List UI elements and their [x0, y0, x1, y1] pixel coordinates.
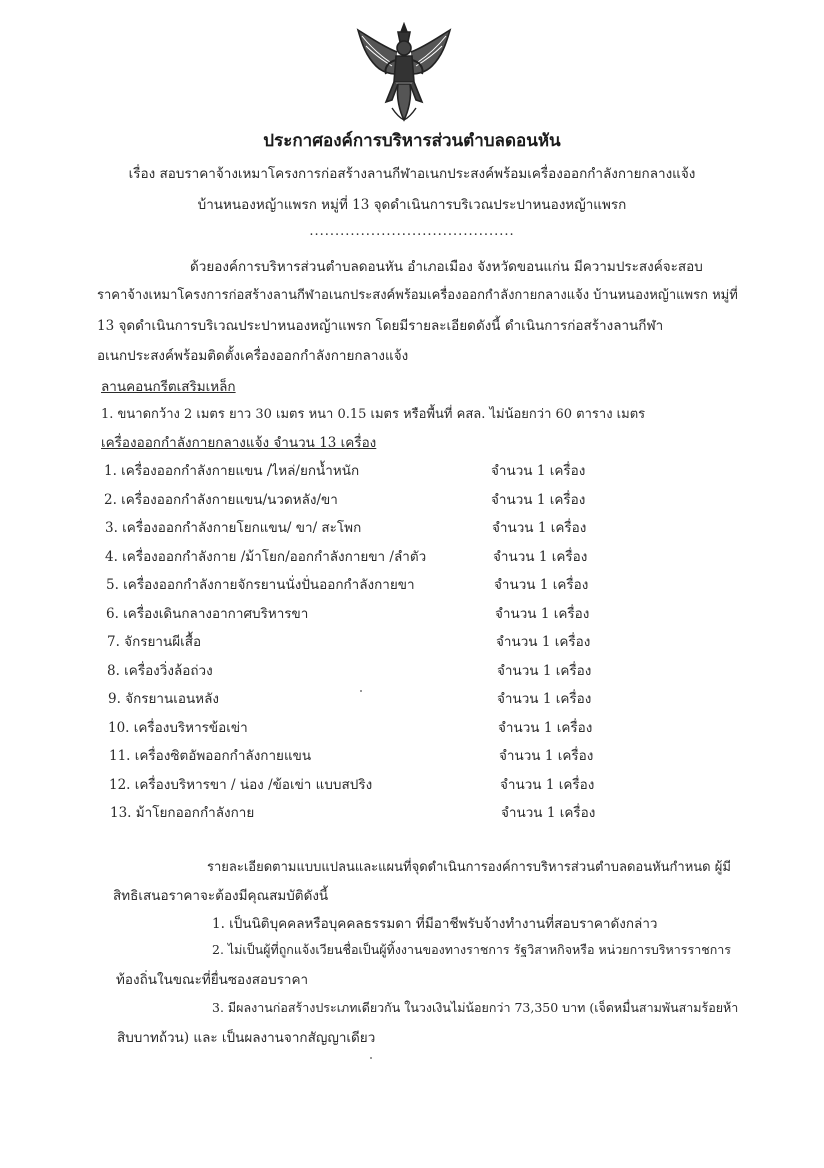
- qualification-item-3-line-2: สิบบาทถ้วน) และ เป็นผลงานจากสัญญาเดียว: [117, 1030, 376, 1046]
- list-item-qty: จำนวน 1 เครื่อง: [497, 691, 592, 707]
- list-item-name: 7. จักรยานผีเสื้อ: [107, 634, 202, 650]
- intro-line-3: 13 จุดดำเนินการบริเวณประปาหนองหญ้าแพรก โดยมีรายละเอียดดังนี้ ดำเนินการก่อสร้างลานกีฬา: [97, 318, 664, 334]
- list-item-name: 11. เครื่องซิตอัพออกกำลังกายแขน: [109, 748, 312, 764]
- scan-speck: [370, 1057, 372, 1059]
- list-item-qty: จำนวน 1 เครื่อง: [492, 520, 587, 536]
- qualifications-intro-line-1: รายละเอียดตามแบบแปลนและแผนที่จุดดำเนินการองค์การบริหารส่วนตำบลดอนหันกำหนด ผู้มี: [207, 860, 731, 875]
- list-item-qty: จำนวน 1 เครื่อง: [498, 720, 593, 736]
- list-item-name: 9. จักรยานเอนหลัง: [108, 691, 219, 707]
- list-item-qty: จำนวน 1 เครื่อง: [493, 549, 588, 565]
- list-item-name: 6. เครื่องเดินกลางอากาศบริหารขา: [106, 606, 309, 622]
- list-item-qty: จำนวน 1 เครื่อง: [499, 748, 594, 764]
- announcement-title: ประกาศองค์การบริหารส่วนตำบลดอนหัน: [263, 131, 561, 151]
- list-item-qty: จำนวน 1 เครื่อง: [496, 634, 591, 650]
- garuda-emblem-icon: [352, 22, 456, 126]
- intro-line-2: ราคาจ้างเหมาโครงการก่อสร้างลานกีฬาอเนกประสงค์พร้อมเครื่องออกกำลังกายกลางแจ้ง บ้านหนองหญ้าแพรก หมู่ที่: [97, 288, 738, 303]
- subject-line-2: บ้านหนองหญ้าแพรก หมู่ที่ 13 จุดดำเนินการบริเวณประปาหนองหญ้าแพรก: [197, 197, 627, 213]
- list-item-qty: จำนวน 1 เครื่อง: [491, 492, 586, 508]
- list-item-name: 1. เครื่องออกกำลังกายแขน /ไหล่/ยกน้ำหนัก: [104, 463, 360, 479]
- concrete-heading: ลานคอนกรีตเสริมเหล็ก: [101, 379, 236, 395]
- list-item-name: 8. เครื่องวิ่งล้อถ่วง: [107, 663, 213, 679]
- concrete-detail: 1. ขนาดกว้าง 2 เมตร ยาว 30 เมตร หนา 0.15 เมตร หรือพื้นที่ คสล. ไม่น้อยกว่า 60 ตาราง เมตร: [101, 407, 646, 422]
- subject-line-1: เรื่อง สอบราคาจ้างเหมาโครงการก่อสร้างลานกีฬาอเนกประสงค์พร้อมเครื่องออกกำลังกายกลางแจ้ง: [128, 166, 696, 182]
- qualification-item-3-line-1: 3. มีผลงานก่อสร้างประเภทเดียวกัน ในวงเงินไม่น้อยกว่า 73,350 บาท (เจ็ดหมื่นสามพันสามร้อยห้า: [212, 1000, 739, 1015]
- list-item-qty: จำนวน 1 เครื่อง: [491, 463, 586, 479]
- list-item-qty: จำนวน 1 เครื่อง: [501, 805, 596, 821]
- list-item-qty: จำนวน 1 เครื่อง: [494, 577, 589, 593]
- list-item-name: 5. เครื่องออกกำลังกายจักรยานนั่งปั่นออกกำลังกายขา: [106, 577, 415, 593]
- list-item-qty: จำนวน 1 เครื่อง: [500, 777, 595, 793]
- list-item-name: 13. ม้าโยกออกกำลังกาย: [110, 805, 255, 821]
- list-item-qty: จำนวน 1 เครื่อง: [497, 663, 592, 679]
- qualifications-intro-line-2: สิทธิเสนอราคาจะต้องมีคุณสมบัติดังนี้: [113, 888, 329, 904]
- list-item-name: 2. เครื่องออกกำลังกายแขน/นวดหลัง/ขา: [104, 492, 338, 508]
- list-item-name: 4. เครื่องออกกำลังกาย /ม้าโยก/ออกกำลังกายขา /ลำตัว: [105, 549, 427, 565]
- dotted-divider: ........................................: [309, 224, 515, 239]
- list-item-name: 10. เครื่องบริหารข้อเข่า: [108, 720, 248, 736]
- qualification-item-2-line-1: 2. ไม่เป็นผู้ที่ถูกแจ้งเวียนชื่อเป็นผู้ทิ้งงานของทางราชการ รัฐวิสาหกิจหรือ หน่วยการบริหารราชการ: [212, 942, 732, 957]
- list-item-name: 12. เครื่องบริหารขา / น่อง /ข้อเข่า แบบสปริง: [109, 777, 373, 793]
- intro-line-1: ด้วยองค์การบริหารส่วนตำบลดอนหัน อำเภอเมือง จังหวัดขอนแก่น มีความประสงค์จะสอบ: [190, 259, 703, 275]
- qualification-item-1: 1. เป็นนิติบุคคลหรือบุคคลธรรมดา ที่มีอาชีพรับจ้างทำงานที่สอบราคาดังกล่าว: [212, 916, 658, 932]
- list-item-qty: จำนวน 1 เครื่อง: [495, 606, 590, 622]
- equipment-heading: เครื่องออกกำลังกายกลางแจ้ง จำนวน 13 เครื่อง: [101, 435, 377, 451]
- intro-line-4: อเนกประสงค์พร้อมติดตั้งเครื่องออกกำลังกายกลางแจ้ง: [97, 348, 409, 364]
- qualification-item-2-line-2: ท้องถิ่นในขณะที่ยื่นซองสอบราคา: [116, 972, 309, 988]
- scan-speck: [360, 690, 362, 692]
- list-item-name: 3. เครื่องออกกำลังกายโยกแขน/ ขา/ สะโพก: [105, 520, 362, 536]
